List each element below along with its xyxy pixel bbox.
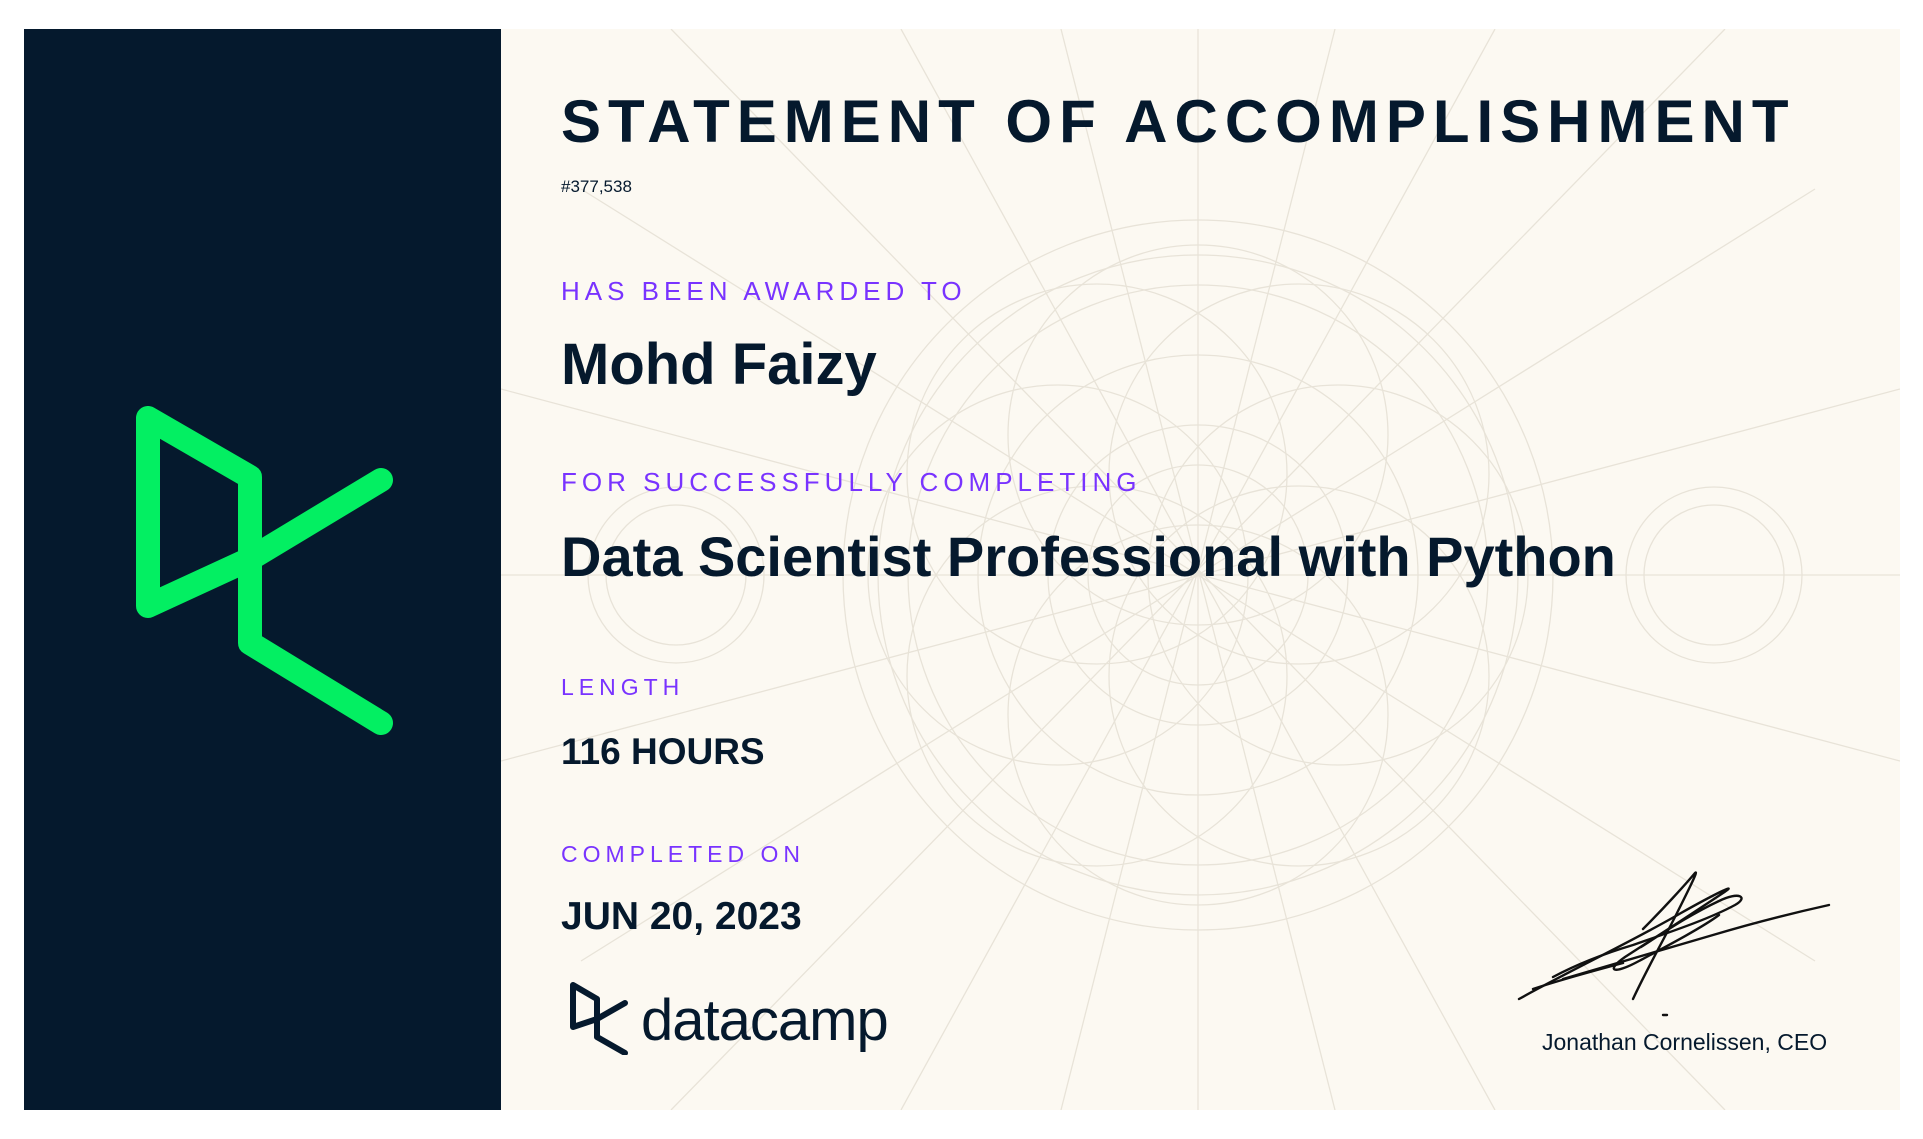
certificate-number: #377,538 bbox=[561, 177, 632, 196]
certificate-title: STATEMENT OF ACCOMPLISHMENT bbox=[561, 88, 1796, 155]
course-name: Data Scientist Professional with Python bbox=[561, 525, 1616, 588]
certificate bbox=[24, 29, 1900, 1110]
completion-date: JUN 20, 2023 bbox=[561, 895, 802, 938]
datacamp-logo-icon bbox=[24, 29, 501, 1110]
awarded-label: HAS BEEN AWARDED TO bbox=[561, 276, 967, 306]
left-brand-panel bbox=[24, 29, 501, 1110]
datacamp-logo-icon bbox=[567, 979, 629, 1055]
certificate-body bbox=[501, 29, 1900, 1110]
length-value: 116 HOURS bbox=[561, 731, 765, 772]
signature-icon bbox=[1513, 829, 1833, 1019]
completed-label: COMPLETED ON bbox=[561, 841, 806, 867]
brand-wordmark: datacamp bbox=[641, 988, 888, 1053]
length-label: LENGTH bbox=[561, 674, 685, 700]
signer-name: Jonathan Cornelissen, CEO bbox=[1542, 1029, 1828, 1055]
completing-label: FOR SUCCESSFULLY COMPLETING bbox=[561, 467, 1142, 497]
recipient-name: Mohd Faizy bbox=[561, 332, 877, 397]
